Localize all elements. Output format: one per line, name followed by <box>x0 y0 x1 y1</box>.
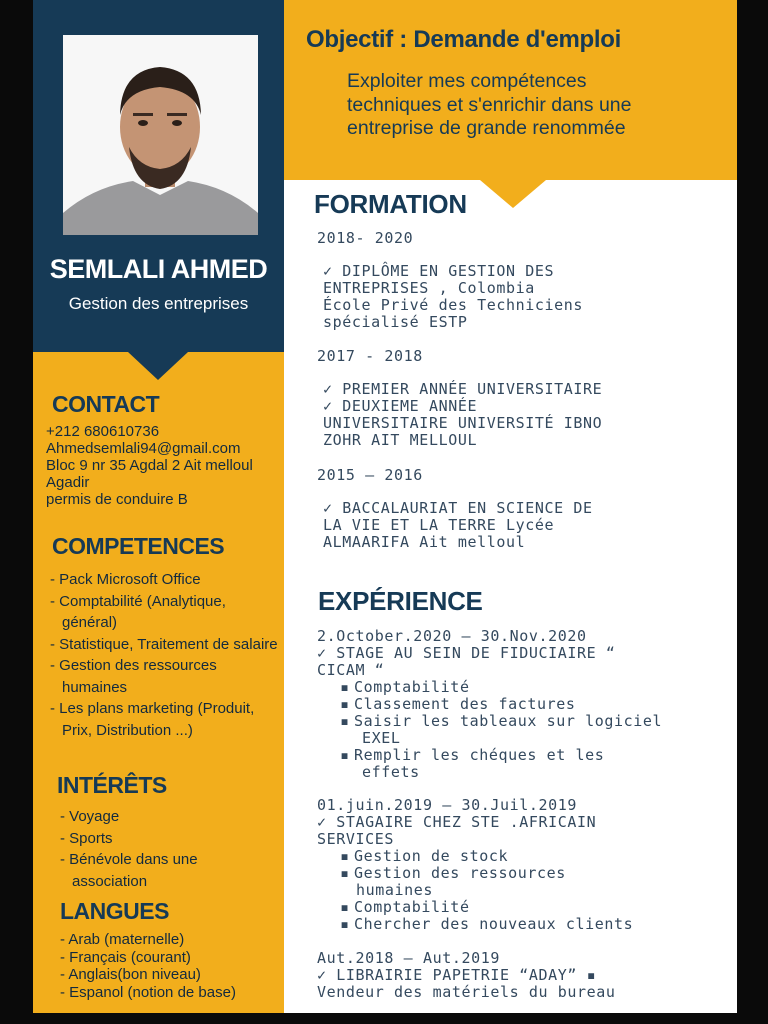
list-item: - Français (courant) <box>60 948 191 966</box>
list-item: ▪ Comptabilité <box>340 898 470 916</box>
list-item: ▪ Saisir les tableaux sur logiciel <box>340 712 663 730</box>
experience-tasks <box>340 679 662 781</box>
contact-details <box>46 423 282 508</box>
list-item: - Les plans marketing (Produit, Prix, Distribution ...) <box>50 700 255 739</box>
candidate-name: SEMLALI AHMED <box>49 254 268 284</box>
objective-text: Exploiter mes compétences techniques et s'enrichir dans une entreprise de grande renommée <box>347 70 632 139</box>
competences-heading: COMPETENCES <box>52 533 225 559</box>
page-border-bottom <box>0 1013 768 1024</box>
list-item: ▪ Comptabilité <box>340 678 470 696</box>
experience-entry: 01.juin.2019 – 30.Juil.2019 ✓ STAGAIRE CHEZ STE .AFRICAIN SERVICES <box>317 796 597 848</box>
formation-heading: FORMATION <box>314 189 467 219</box>
list-item: ▪ Classement des factures <box>340 695 576 713</box>
list-item: - Statistique, Traitement de salaire <box>50 635 278 653</box>
list-item: - Voyage <box>60 808 120 825</box>
list-item: - Bénévole dans une association <box>60 851 198 890</box>
formation-period: 2018- 2020 <box>317 229 414 247</box>
experience-period: 2.October.2020 – 30.Nov.2020 <box>317 627 587 645</box>
page-border-right <box>737 0 768 1024</box>
list-item: - Gestion des ressources humaines <box>50 657 217 696</box>
objective-panel-pointer <box>480 180 546 208</box>
competences-list <box>50 569 280 741</box>
formation-entry: ✓ PREMIER ANNÉE UNIVERSITAIRE ✓ DEUXIEME ANNÉE UNIVERSITAIRE UNIVERSITÉ IBNO ZOHR AIT MELLOUL <box>323 380 603 449</box>
langues-heading: LANGUES <box>60 898 169 924</box>
profile-photo <box>63 35 258 235</box>
formation-period: 2017 - 2018 <box>317 347 423 365</box>
formation-entry: ✓ DIPLÔME EN GESTION DES ENTREPRISES , Colombia École Privé des Techniciens spécialisé ESTP <box>323 262 584 331</box>
experience-period: Aut.2018 – Aut.2019 <box>317 949 500 967</box>
list-item: ▪ Remplir les chéques et les <box>340 746 605 764</box>
candidate-title: Gestion des entreprises <box>68 294 249 313</box>
contact-license: permis de conduire B <box>46 491 188 508</box>
list-item: - Arab (maternelle) <box>60 931 185 948</box>
contact-email: Ahmedsemlali94@gmail.com <box>46 440 241 457</box>
list-item: - Espanol (notion de base) <box>60 983 236 1001</box>
contact-city: Agadir <box>46 474 90 491</box>
formation-entry: ✓ BACCALAURIAT EN SCIENCE DE LA VIE ET LA TERRE Lycée ALMAARIFA Ait melloul <box>323 499 593 551</box>
list-item: - Pack Microsoft Office <box>50 571 201 588</box>
experience-tasks <box>340 848 633 933</box>
list-item: ▪ Gestion des ressources <box>340 864 566 882</box>
profile-panel-pointer <box>128 352 188 380</box>
langues-list <box>60 931 280 1001</box>
list-item: ▪ Gestion de stock <box>340 847 509 865</box>
page-border-left <box>0 0 33 1024</box>
list-item: - Sports <box>60 829 113 847</box>
experience-entry: Aut.2018 – Aut.2019 ✓ LIBRAIRIE PAPETRIE “ADAY” ▪ Vendeur des matériels du bureau <box>317 949 616 1001</box>
contact-address: Bloc 9 nr 35 Agdal 2 Ait melloul <box>46 457 253 474</box>
contact-phone: +212 680610736 <box>46 423 160 440</box>
contact-heading: CONTACT <box>52 391 160 417</box>
list-item: - Comptabilité (Analytique, général) <box>50 592 226 631</box>
experience-heading: EXPÉRIENCE <box>318 586 483 616</box>
formation-period: 2015 – 2016 <box>317 466 423 484</box>
experience-entry: 2.October.2020 – 30.Nov.2020 ✓ STAGE AU SEIN DE FIDUCIAIRE “ CICAM “ <box>317 627 616 679</box>
interets-list <box>60 806 260 892</box>
list-item: - Anglais(bon niveau) <box>60 966 201 983</box>
list-item: humaines <box>356 881 434 899</box>
list-item: ▪ Chercher des nouveaux clients <box>340 915 634 933</box>
objective-title: Objectif : Demande d'emploi <box>306 26 621 53</box>
experience-period: 01.juin.2019 – 30.Juil.2019 <box>317 796 578 814</box>
list-item: EXEL <box>362 729 401 747</box>
interets-heading: INTÉRÊTS <box>57 772 167 798</box>
list-item: effets <box>362 763 420 781</box>
